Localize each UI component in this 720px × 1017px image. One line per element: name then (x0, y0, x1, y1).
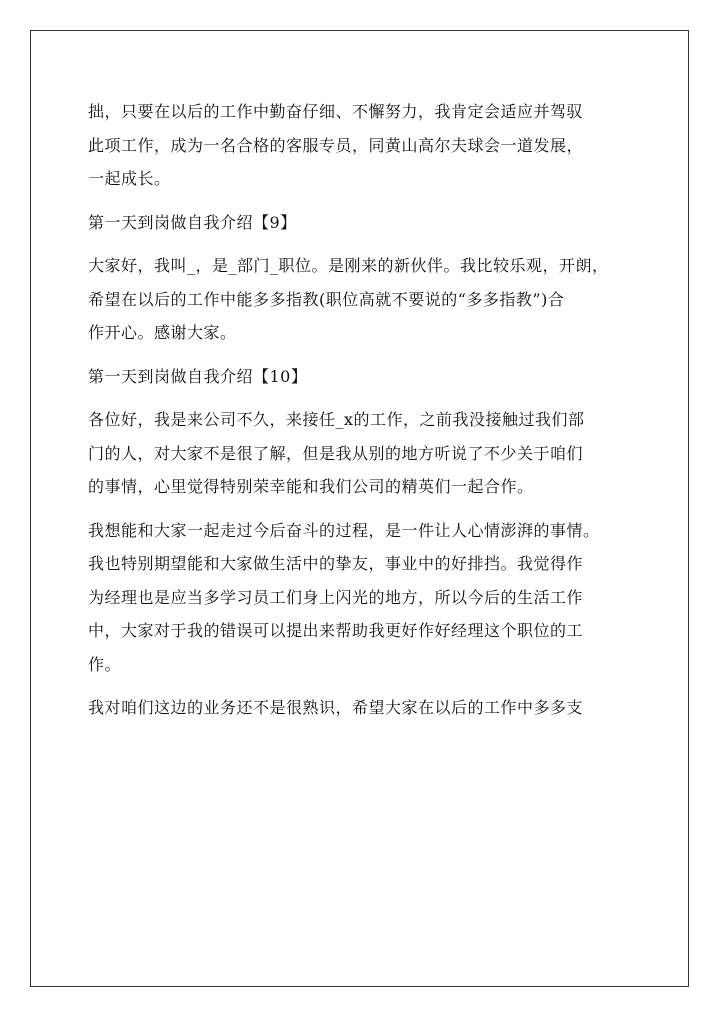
section-heading (88, 360, 638, 394)
document-body (88, 95, 638, 725)
paragraph-line: 门的人，对大家不是很了解，但是我从别的地方听说了不少关于咱们 (88, 443, 584, 463)
paragraph-line: 作开心。感谢大家。 (88, 323, 237, 342)
paragraph-line: 此项工作，成为一名合格的客服专员，同黄山高尔夫球会一道发展， (88, 135, 584, 155)
section-heading (88, 206, 638, 240)
paragraph (88, 403, 638, 504)
paragraph (88, 514, 638, 682)
paragraph-line: 希望在以后的工作中能多多指教(职位高就不要说的“多多指教”)合 (88, 289, 565, 309)
paragraph-line: 拙，只要在以后的工作中勤奋仔细、不懈努力，我肯定会适应并驾驭 (88, 102, 584, 121)
heading-text: 第一天到岗做自我介绍【9】 (88, 212, 297, 232)
paragraph-line: 我对咱们这边的业务还不是很熟识，希望大家在以后的工作中多多支 (88, 698, 584, 717)
heading-text: 第一天到岗做自我介绍【10】 (88, 366, 308, 386)
paragraph-line: 大家好，我叫_，是_部门_职位。是刚来的新伙伴。我比较乐观，开朗， (88, 256, 609, 275)
paragraph-line: 作。 (88, 654, 122, 674)
paragraph-line: 为经理也是应当多学习员工们身上闪光的地方，所以今后的生活工作 (88, 587, 584, 607)
paragraph-line: 一起成长。 (88, 169, 171, 188)
paragraph-line: 的事情，心里觉得特别荣幸能和我们公司的精英们一起合作。 (88, 477, 534, 496)
paragraph-line: 我也特别期望能和大家做生活中的挚友，事业中的好排挡。我觉得作 (88, 554, 584, 573)
paragraph-line: 我想能和大家一起走过今后奋斗的过程，是一件让人心情澎湃的事情。 (88, 520, 600, 540)
paragraph (88, 691, 638, 725)
paragraph-line: 中，大家对于我的错误可以提出来帮助我更好作好经理这个职位的工 (88, 621, 584, 640)
paragraph (88, 249, 638, 350)
paragraph-line: 各位好，我是来公司不久，来接任_x的工作，之前我没接触过我们部 (88, 410, 585, 429)
paragraph (88, 95, 638, 196)
